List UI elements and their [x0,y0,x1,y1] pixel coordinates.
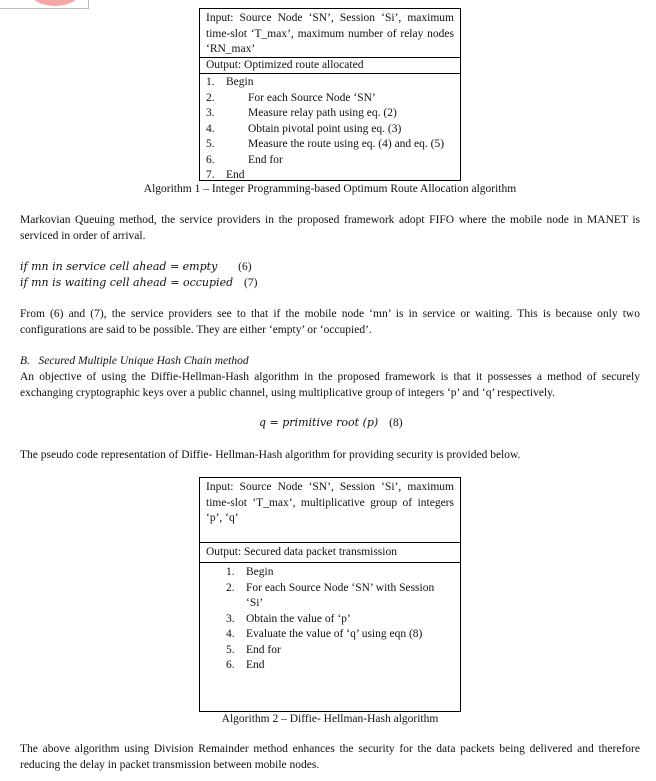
corner-frame [0,0,89,9]
algo2-step: 3. Obtain the value of ‘p’ [226,612,351,625]
algo1-step: 4. Obtain pivotal point using eq. (3) [206,122,402,135]
algorithm-1-input: Input: Source Node ‘SN’, Session ‘Si’, maximum time-slot ‘T_max’, maximum number of relay nodes ‘RN_max’ [200,9,460,58]
algorithm-2-output: Output: Secured data packet transmission [200,543,460,563]
algorithm-2-box [199,477,461,712]
algo1-step: 7. End [206,169,245,182]
algorithm-2-steps [200,563,460,674]
algo1-step: 6. End for [206,153,283,166]
algo2-step: 4. Evaluate the value of ‘q’ using eqn (8) [226,628,423,641]
algorithm-1-steps [200,74,460,184]
paragraph-2: From (6) and (7), the service providers see to that if the mobile node ‘mn’ is in service or waiting. This is because only two configurations are said to be possible. They are either ‘empty’ or ‘occupied’. [20,308,640,336]
section-heading-b: B. Secured Multiple Unique Hash Chain method [20,355,249,367]
algo2-step: 6. End [226,659,265,672]
algo2-step: 1. Begin [226,566,274,578]
algorithm-1-caption: Algorithm 1 – Integer Programming-based Optimum Route Allocation algorithm [143,183,517,195]
algo1-step: 2. For each Source Node ‘SN’ [206,91,376,104]
algo1-step: 5. Measure the route using eq. (4) and eq. (5) [206,138,445,151]
algorithm-1-box [199,8,461,181]
paragraph-3: An objective of using the Diffie-Hellman-Hash algorithm in the proposed framework is that it possesses a method of securely exchanging cryptographic keys over a public channel, using multiplicative group of integers ‘p’ and ‘q’ respectively. [20,371,640,399]
equation-7: if mn is waiting cell ahead = occupied (7) [20,276,258,289]
algorithm-2-input: Input: Source Node ‘SN’, Session ‘Si’, maximum time-slot ‘T_max’, multiplicative group of integers ‘p’, ‘q’ [200,478,460,543]
algo1-step: 3. Measure relay path using eq. (2) [206,107,397,120]
paragraph-1: Markovian Queuing method, the service providers in the proposed framework adopt FIFO where the mobile node in MANET is serviced in order of arrival. [20,214,640,242]
algo1-step: 1. Begin [206,76,254,88]
algo2-step: 2. For each Source Node ‘SN’ with Session ‘Si’ [226,581,435,610]
algorithm-2-caption: Algorithm 2 – Diffie- Hellman-Hash algorithm [221,713,439,725]
equation-6: if mn in service cell ahead = empty (6) [20,260,252,273]
equation-8: q = primitive root (p) (8) [259,416,403,429]
paragraph-5: The above algorithm using Division Remainder method enhances the security for the data packets being delivered and therefore reducing the delay in packet transmission between mobile nodes. [20,743,640,771]
algorithm-1-output: Output: Optimized route allocated [200,58,460,74]
algo2-step: 5. End for [226,643,281,656]
paragraph-4: The pseudo code representation of Diffie- Hellman-Hash algorithm for providing security is provided below. [20,449,521,461]
